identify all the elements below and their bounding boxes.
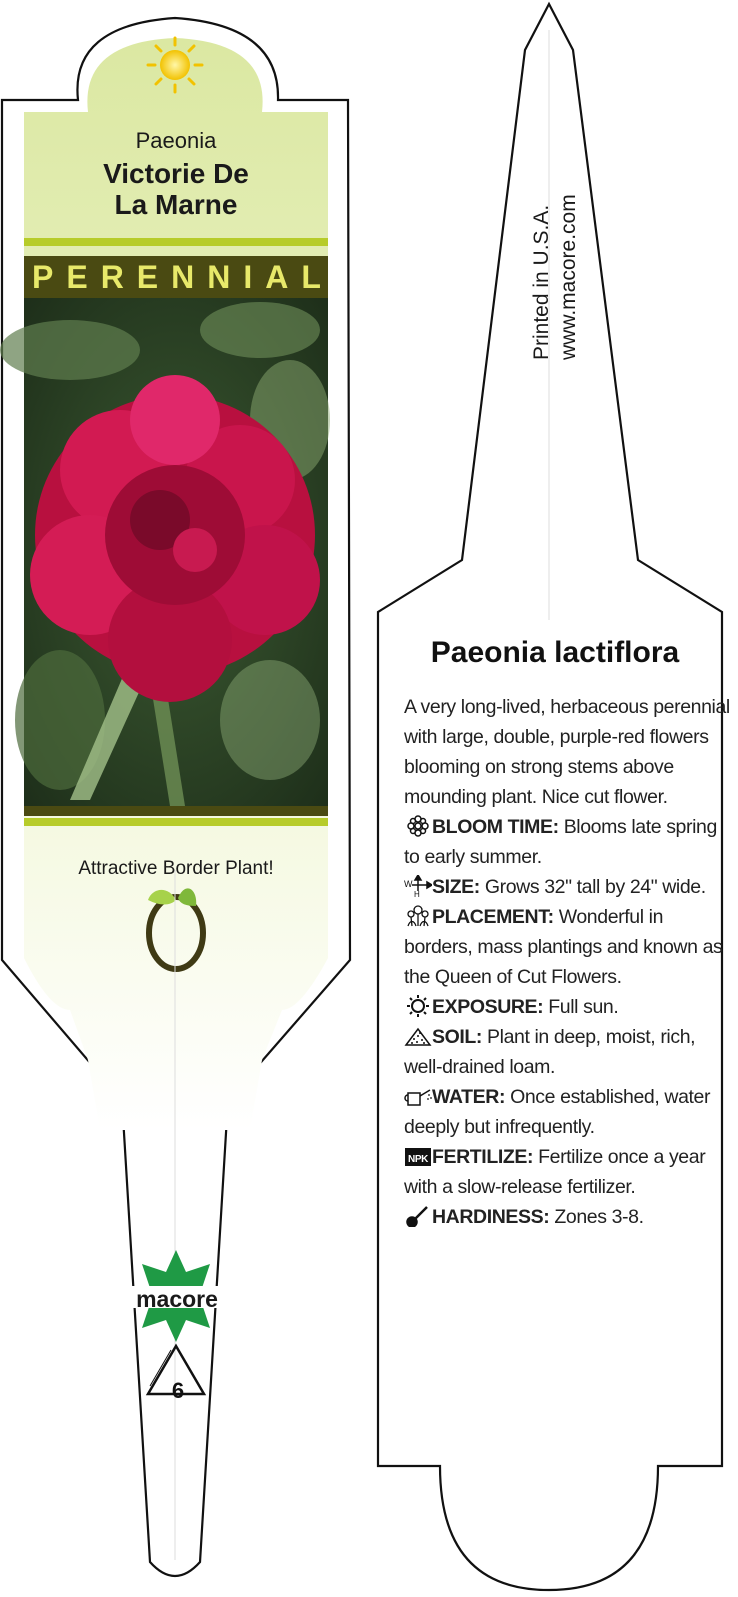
size-icon-h: H	[414, 890, 420, 897]
care-soil	[404, 1022, 734, 1082]
website: www.macore.com	[557, 194, 580, 360]
care-text: Once established, water deeply but infrequently.	[404, 1086, 711, 1138]
cultivar-line1: Victorie De	[103, 158, 249, 189]
care-label: FERTILIZE:	[432, 1146, 534, 1168]
cultivar-name	[24, 158, 328, 220]
category-banner: PERENNIAL	[24, 256, 328, 298]
flower-photo	[0, 298, 330, 806]
care-label: WATER:	[432, 1086, 506, 1108]
cultivar-line2: La Marne	[114, 189, 238, 220]
species-name: Paeonia lactiflora	[430, 636, 680, 669]
care-label: HARDINESS:	[432, 1206, 550, 1228]
printed-line: Printed in U.S.A.	[530, 204, 553, 360]
care-label: BLOOM TIME:	[432, 816, 559, 838]
care-text: Full sun.	[548, 996, 619, 1018]
care-water	[404, 1082, 734, 1142]
care-text: Wonderful in borders, mass plantings and known as the Queen of Cut Flowers.	[404, 906, 723, 988]
soil-icon	[404, 1025, 432, 1047]
printed-info	[528, 194, 582, 360]
care-text: Zones 3-8.	[554, 1206, 644, 1228]
recycling-code: 6	[171, 1378, 185, 1403]
watering-can-icon	[404, 1085, 432, 1107]
npk-icon	[404, 1145, 432, 1167]
description: A very long-lived, herbaceous perennial with large, double, purple-red flowers blooming on strong stems above mounding plant. Nice cut flower.	[404, 696, 730, 808]
size-icon-w: W	[404, 879, 413, 889]
care-placement	[404, 902, 734, 992]
flower-icon	[404, 815, 432, 837]
care-text: Fertilize once a year with a slow-release fertilizer.	[404, 1146, 706, 1198]
care-label: SOIL:	[432, 1026, 482, 1048]
care-size	[404, 872, 734, 902]
care-info	[404, 692, 734, 1232]
size-icon	[404, 875, 432, 897]
tagline: Attractive Border Plant!	[78, 858, 274, 879]
brand-name: macore	[136, 1286, 218, 1312]
genus-name: Paeonia	[135, 128, 217, 153]
care-label: SIZE:	[432, 876, 480, 898]
care-label: EXPOSURE:	[432, 996, 544, 1018]
care-text: Blooms late spring to early summer.	[404, 816, 717, 868]
thermometer-icon	[404, 1205, 432, 1227]
care-exposure	[404, 992, 734, 1022]
care-text: Grows 32" tall by 24" wide.	[484, 876, 706, 898]
plants-icon	[404, 905, 432, 927]
care-text: Plant in deep, moist, rich, well-drained loam.	[404, 1026, 696, 1078]
sun-icon	[404, 995, 432, 1017]
care-bloom-time	[404, 812, 734, 872]
npk-icon-text: NPK	[408, 1154, 428, 1165]
care-fertilize	[404, 1142, 734, 1202]
care-hardiness	[404, 1202, 734, 1232]
sun-icon	[148, 38, 202, 92]
care-label: PLACEMENT:	[432, 906, 554, 928]
